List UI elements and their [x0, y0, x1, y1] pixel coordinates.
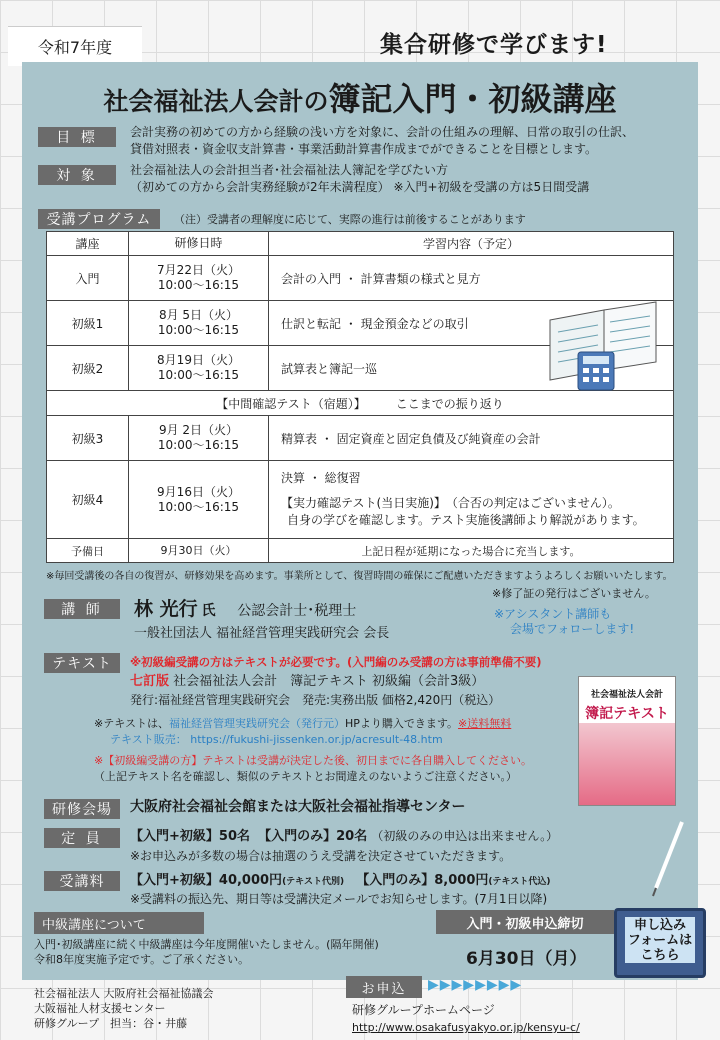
date-text: 8月19日（火）: [157, 353, 240, 367]
capacity-value: [130, 826, 558, 847]
reserve-date: 9月30日（火）: [129, 539, 269, 563]
schedule-table: [46, 231, 674, 563]
course-name: 初級1: [47, 301, 129, 346]
lecturer-name: 林 光行: [134, 598, 198, 620]
homepage-url[interactable]: http://www.osakafusyakyo.or.jp/kensyu-c/: [352, 1021, 580, 1034]
footer-line1: 社会福祉法人 大阪府社会福祉協議会: [34, 987, 214, 1000]
course-date: [129, 346, 269, 391]
course-content: 会計の入門 ・ 計算書類の様式と見方: [269, 256, 674, 301]
course-name: 入門: [47, 256, 129, 301]
text-book: 社会福祉法人会計 簿記テキスト 初級編（会計3級）: [173, 674, 485, 689]
homepage-label: 研修グループホームページ: [352, 1003, 495, 1017]
target-line1: 社会福祉法人の会計担当者･社会福祉法人簿記を学びたい方: [130, 163, 449, 177]
time-text: 10:00～16:15: [157, 499, 240, 514]
date-text: 8月 5日（火）: [158, 308, 239, 322]
time-text: 10:00～16:15: [157, 438, 240, 452]
fee-tax-b: (テキスト代込): [488, 877, 551, 887]
final-test: 【実力確認テスト(当日実施)】: [281, 496, 440, 510]
final-summary: 決算 ・ 総復習: [281, 471, 361, 485]
reserve-content: 上記日程が延期になった場合に充当します。: [269, 539, 674, 563]
deadline-label: 入門・初級申込締切: [436, 910, 614, 934]
middle-line2: 令和8年度実施予定です。ご了承ください。: [34, 953, 250, 966]
course-content: 精算表 ・ 固定資産と固定負債及び純資産の会計: [269, 416, 674, 461]
table-row: [47, 416, 674, 461]
text-purchase-url[interactable]: テキスト販売： https://fukushi-jissenken.or.jp/acresult-48.htm: [110, 733, 443, 746]
header-content: 学習内容（予定）: [269, 232, 674, 256]
text-notice: ※【初級編受講の方】テキストは受講が決定した後、初日までに各自購入してください。: [94, 754, 532, 767]
fee-value: [130, 871, 550, 892]
lecturer-org: 一般社団法人 福祉経営管理実践研究会 会長: [134, 626, 390, 641]
publisher-link[interactable]: 福祉経営管理実践研究会（発行元）: [169, 717, 345, 730]
arrow-icons: ▶▶▶▶▶▶▶▶: [428, 977, 523, 993]
assistant-note-1: ※アシスタント講師も: [494, 607, 612, 621]
course-name: 初級4: [47, 461, 129, 539]
venue-value: 大阪府社会福祉会館または大阪社会福祉指導センター: [130, 799, 466, 815]
footer-line3: 研修グループ 担当：谷・井藤: [34, 1017, 188, 1030]
date-text: 9月 2日（火）: [158, 423, 239, 437]
course-date: [129, 416, 269, 461]
program-note: （注）受講者の理解度に応じて、実際の進行は前後することがあります: [174, 213, 526, 226]
calculator-icon: [578, 352, 614, 390]
fee-note: ※受講料の振込先、期日等は受講決定メールでお知らせします。(7月1日以降): [130, 892, 548, 906]
cover-subtitle: 社会福祉法人会計: [590, 690, 663, 700]
fee-label: 受講料: [44, 871, 120, 891]
middle-course-label: 中級講座について: [34, 912, 204, 934]
page-title: [30, 74, 690, 120]
time-text: 10:00～16:15: [157, 278, 240, 292]
fiscal-year-badge: 令和7年度: [8, 26, 142, 66]
purchase-prefix: ※テキストは、: [94, 717, 169, 730]
middle-line1: 入門･初級講座に続く中級講座は今年度開催いたしません。(隔年開催): [34, 938, 379, 951]
fee-a: 【入門+初級】40,000円: [130, 873, 283, 888]
course-content: 試算表と簿記一巡: [269, 346, 674, 391]
free-shipping: ※送料無料: [458, 717, 512, 730]
date-text: 9月16日（火）: [157, 484, 240, 499]
course-date: [129, 256, 269, 301]
target-label: 対 象: [38, 165, 116, 185]
course-date: [129, 461, 269, 539]
course-name: 初級3: [47, 416, 129, 461]
table-header-row: [47, 232, 674, 256]
form-button-line2: フォームは: [627, 932, 693, 948]
goal-line2: 貸借対照表・資金収支計算書・事業活動計算書作成までができることを目標とします。: [130, 142, 598, 156]
notebook-calculator-illustration: [544, 292, 662, 392]
text-label: テキスト: [44, 653, 120, 673]
text-notice-2: （上記テキスト名を確認し、類似のテキストとお間違えのないようご注意ください。）: [94, 770, 518, 783]
midterm-text: 【中間確認テスト（宿題）】 ここまでの振り返り: [47, 391, 674, 416]
capacity-b: 【入門のみ】20名: [258, 829, 368, 844]
form-button-screen[interactable]: [625, 917, 695, 963]
cover-title: 簿記テキスト: [585, 706, 669, 722]
footer-line2: 大阪福祉人材支援センター: [34, 1002, 166, 1015]
capacity-a: 【入門+初級】50名: [130, 829, 250, 844]
final-note: （合否の判定はございません）。: [451, 496, 620, 510]
course-content: 仕訳と転記 ・ 現金預金などの取引: [269, 301, 674, 346]
fee-tax-a: (テキスト代別): [282, 877, 345, 887]
course-name: 初級2: [47, 346, 129, 391]
title-prefix: 社会福祉法人会計の: [103, 87, 329, 116]
headline: 集合研修で学びます!: [380, 32, 608, 58]
lecturer-label: 講 師: [44, 599, 120, 619]
header-course: 講座: [47, 232, 129, 256]
final-line2: 自身の学びを確認します。テスト実施後講師より解説があります。: [287, 513, 645, 527]
title-main: 簿記入門・初級講座: [328, 80, 617, 118]
target-line2: （初めての方から会計実務経験が2年未満程度） ※入門+初級を受講の方は5日間受講: [130, 180, 590, 194]
pen-icon: [648, 818, 688, 898]
capacity-label: 定 員: [44, 828, 120, 848]
form-button-line1: 申し込み: [633, 917, 686, 933]
time-text: 10:00～16:15: [157, 323, 240, 337]
course-date: [129, 301, 269, 346]
final-test-line: [281, 495, 667, 512]
textbook-cover-image: [578, 676, 676, 806]
form-button-line3: こちら: [640, 947, 680, 963]
course-content: [269, 461, 674, 539]
goal-line1: 会計実務の初めての方から経験の浅い方を対象に、会計の仕組みの理解、日常の取引の仕訳、: [130, 125, 635, 139]
certificate-note: ※修了証の発行はございません。: [492, 587, 656, 600]
text-book-line: [130, 673, 484, 690]
lecturer-honorific: 氏: [201, 603, 216, 619]
program-footnote: ※毎回受講後の各自の復習が、研修効果を高めます。事業所として、復習時間の確保にご配慮いただきますようよろしくお願いいたします。: [46, 571, 673, 582]
time-text: 10:00～16:15: [157, 368, 240, 382]
fee-b: 【入門のみ】8,000円: [356, 873, 489, 888]
reserve-row: [47, 539, 674, 563]
midterm-row: [47, 391, 674, 416]
assistant-note-2: 会場でフォローします!: [510, 622, 635, 636]
text-purchase-1: [94, 715, 511, 732]
application-form-button[interactable]: [614, 908, 706, 978]
deadline-value: 6月30日（月）: [466, 949, 587, 969]
reserve-name: 予備日: [47, 539, 129, 563]
header-date: 研修日時: [129, 232, 269, 256]
table-row: [47, 461, 674, 539]
goal-label: 目 標: [38, 127, 116, 147]
apply-label: お申込: [346, 976, 422, 998]
lecturer-name-line: [134, 597, 356, 623]
purchase-mid: HPより購入できます。: [345, 717, 459, 730]
text-publisher: 発行:福祉経営管理実践研究会 発売:実務出版 価格2,420円（税込）: [130, 693, 501, 707]
footer-contact: [34, 986, 214, 1031]
program-label: 受講プログラム: [38, 209, 160, 229]
lecturer-title: 公認会計士･税理士: [237, 603, 357, 619]
capacity-c: （初級のみの申込は出来ません。）: [371, 829, 559, 843]
text-required: ※初級編受講の方はテキストが必要です。(入門編のみ受講の方は事前準備不要): [130, 655, 542, 669]
text-edition: 七訂版: [130, 674, 170, 689]
capacity-note: ※お申込みが多数の場合は抽選のうえ受講を決定させていただきます。: [130, 849, 512, 863]
date-text: 7月22日（火）: [157, 263, 240, 277]
venue-label: 研修会場: [44, 799, 120, 819]
